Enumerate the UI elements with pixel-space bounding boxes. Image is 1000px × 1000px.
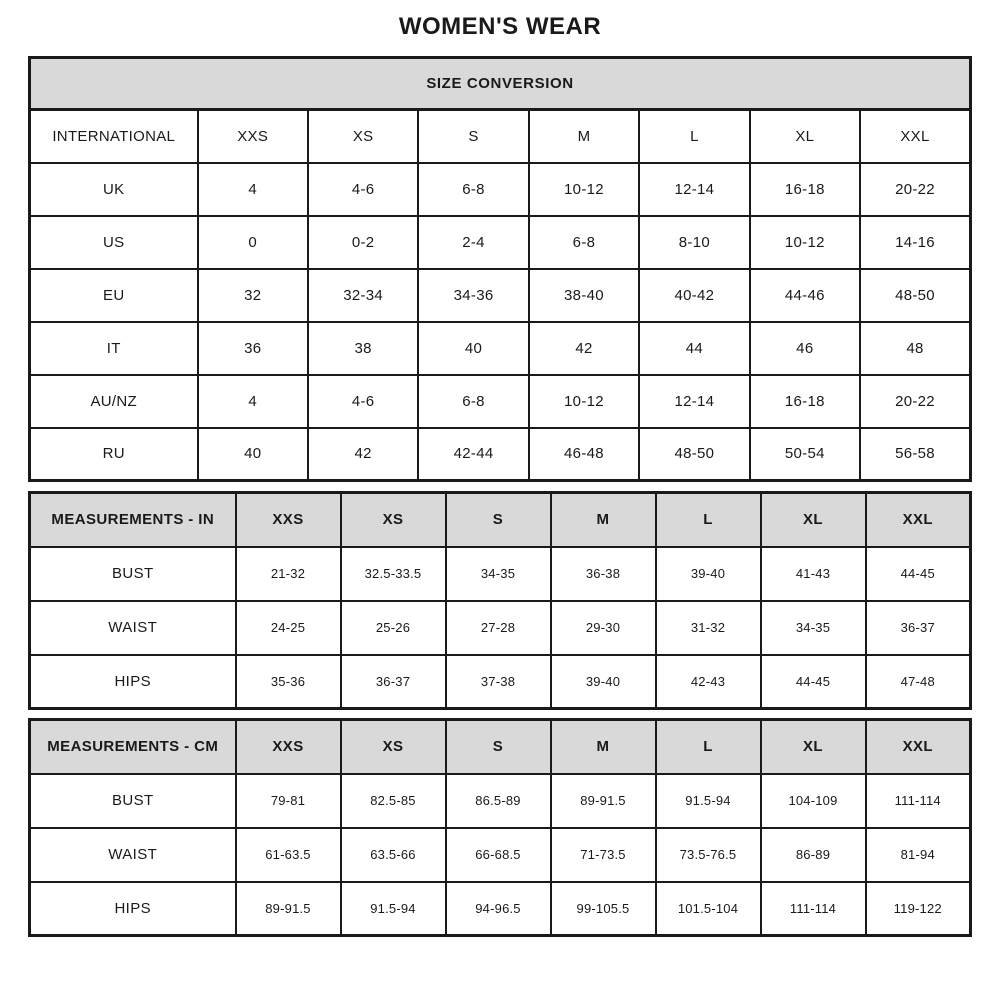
value-cell: 34-35 <box>761 601 866 655</box>
value-cell: 89-91.5 <box>236 882 341 936</box>
value-cell: 47-48 <box>866 655 971 709</box>
table-row-bust <box>30 774 971 828</box>
value-cell: 0 <box>198 216 308 269</box>
value-cell: 61-63.5 <box>236 828 341 882</box>
value-cell: 37-38 <box>446 655 551 709</box>
row-label-it: IT <box>30 322 198 375</box>
column-header-xxs: XXS <box>236 720 341 774</box>
value-cell: 101.5-104 <box>656 882 761 936</box>
value-cell: 34-35 <box>446 547 551 601</box>
value-cell: 79-81 <box>236 774 341 828</box>
value-cell: 94-96.5 <box>446 882 551 936</box>
value-cell: 0-2 <box>308 216 418 269</box>
value-cell: 32.5-33.5 <box>341 547 446 601</box>
value-cell: 38-40 <box>529 269 639 322</box>
value-cell: 4-6 <box>308 375 418 428</box>
value-cell: 34-36 <box>418 269 528 322</box>
value-cell: 27-28 <box>446 601 551 655</box>
value-cell: 86.5-89 <box>446 774 551 828</box>
value-cell: 104-109 <box>761 774 866 828</box>
value-cell: 10-12 <box>529 375 639 428</box>
column-header-xxl: XXL <box>866 720 971 774</box>
column-header-s: S <box>446 720 551 774</box>
row-label-ru: RU <box>30 428 198 481</box>
value-cell: 111-114 <box>866 774 971 828</box>
column-header-xs: XS <box>341 720 446 774</box>
value-cell: 4 <box>198 163 308 216</box>
value-cell: 10-12 <box>750 216 860 269</box>
value-cell: 32 <box>198 269 308 322</box>
column-header-xs: XS <box>341 493 446 547</box>
column-header-xl: XL <box>761 493 866 547</box>
value-cell: 63.5-66 <box>341 828 446 882</box>
value-cell: 91.5-94 <box>341 882 446 936</box>
column-header-xxs: XXS <box>236 493 341 547</box>
value-cell: 25-26 <box>341 601 446 655</box>
value-cell: 6-8 <box>529 216 639 269</box>
value-cell: 16-18 <box>750 163 860 216</box>
value-cell: 40-42 <box>639 269 749 322</box>
value-cell: 29-30 <box>551 601 656 655</box>
column-header-l: L <box>639 110 749 163</box>
value-cell: 4-6 <box>308 163 418 216</box>
value-cell: 89-91.5 <box>551 774 656 828</box>
value-cell: 8-10 <box>639 216 749 269</box>
value-cell: 6-8 <box>418 375 528 428</box>
column-header-m: M <box>551 720 656 774</box>
value-cell: 40 <box>418 322 528 375</box>
row-label-hips: HIPS <box>30 655 236 709</box>
value-cell: 20-22 <box>860 375 970 428</box>
value-cell: 40 <box>198 428 308 481</box>
column-header-s: S <box>446 493 551 547</box>
value-cell: 44 <box>639 322 749 375</box>
table-row-hips <box>30 655 971 709</box>
value-cell: 81-94 <box>866 828 971 882</box>
row-label-au-nz: AU/NZ <box>30 375 198 428</box>
table-row-it <box>30 322 971 375</box>
value-cell: 39-40 <box>656 547 761 601</box>
value-cell: 86-89 <box>761 828 866 882</box>
column-header-m: M <box>551 493 656 547</box>
value-cell: 44-45 <box>866 547 971 601</box>
value-cell: 46-48 <box>529 428 639 481</box>
column-header-xxl: XXL <box>860 110 970 163</box>
value-cell: 46 <box>750 322 860 375</box>
value-cell: 50-54 <box>750 428 860 481</box>
value-cell: 56-58 <box>860 428 970 481</box>
table-row-eu <box>30 269 971 322</box>
row-label-us: US <box>30 216 198 269</box>
row-label-waist: WAIST <box>30 828 236 882</box>
measurements-cm-table <box>28 718 972 937</box>
value-cell: 36-37 <box>866 601 971 655</box>
value-cell: 20-22 <box>860 163 970 216</box>
value-cell: 42 <box>529 322 639 375</box>
value-cell: 99-105.5 <box>551 882 656 936</box>
value-cell: 14-16 <box>860 216 970 269</box>
column-header-international: INTERNATIONAL <box>30 110 198 163</box>
value-cell: 12-14 <box>639 163 749 216</box>
column-header-s: S <box>418 110 528 163</box>
value-cell: 82.5-85 <box>341 774 446 828</box>
value-cell: 36 <box>198 322 308 375</box>
column-header-measurements-in: MEASUREMENTS - IN <box>30 493 236 547</box>
value-cell: 35-36 <box>236 655 341 709</box>
value-cell: 36-38 <box>551 547 656 601</box>
value-cell: 73.5-76.5 <box>656 828 761 882</box>
table-row-waist <box>30 601 971 655</box>
column-header-measurements-cm: MEASUREMENTS - CM <box>30 720 236 774</box>
value-cell: 42-44 <box>418 428 528 481</box>
column-header-xxl: XXL <box>866 493 971 547</box>
value-cell: 39-40 <box>551 655 656 709</box>
table-row-uk <box>30 163 971 216</box>
column-header-xl: XL <box>750 110 860 163</box>
row-label-bust: BUST <box>30 774 236 828</box>
value-cell: 66-68.5 <box>446 828 551 882</box>
value-cell: 111-114 <box>761 882 866 936</box>
value-cell: 48-50 <box>860 269 970 322</box>
size-conversion-band-title: SIZE CONVERSION <box>30 58 971 110</box>
value-cell: 32-34 <box>308 269 418 322</box>
size-conversion-table <box>28 56 972 482</box>
column-header-l: L <box>656 720 761 774</box>
column-header-xxs: XXS <box>198 110 308 163</box>
value-cell: 36-37 <box>341 655 446 709</box>
column-header-xs: XS <box>308 110 418 163</box>
value-cell: 4 <box>198 375 308 428</box>
value-cell: 16-18 <box>750 375 860 428</box>
value-cell: 21-32 <box>236 547 341 601</box>
page-title: WOMEN'S WEAR <box>398 13 602 40</box>
column-header-xl: XL <box>761 720 866 774</box>
column-header-m: M <box>529 110 639 163</box>
value-cell: 48-50 <box>639 428 749 481</box>
value-cell: 2-4 <box>418 216 528 269</box>
value-cell: 31-32 <box>656 601 761 655</box>
value-cell: 24-25 <box>236 601 341 655</box>
table-row-waist <box>30 828 971 882</box>
row-label-bust: BUST <box>30 547 236 601</box>
column-header-l: L <box>656 493 761 547</box>
table-row-ru <box>30 428 971 481</box>
row-label-uk: UK <box>30 163 198 216</box>
value-cell: 38 <box>308 322 418 375</box>
value-cell: 42 <box>308 428 418 481</box>
row-label-hips: HIPS <box>30 882 236 936</box>
value-cell: 44-45 <box>761 655 866 709</box>
value-cell: 42-43 <box>656 655 761 709</box>
value-cell: 119-122 <box>866 882 971 936</box>
value-cell: 10-12 <box>529 163 639 216</box>
table-row-au-nz <box>30 375 971 428</box>
measurements-in-table <box>28 491 972 710</box>
value-cell: 91.5-94 <box>656 774 761 828</box>
table-row-bust <box>30 547 971 601</box>
table-row-us <box>30 216 971 269</box>
value-cell: 44-46 <box>750 269 860 322</box>
value-cell: 41-43 <box>761 547 866 601</box>
table-row-hips <box>30 882 971 936</box>
value-cell: 6-8 <box>418 163 528 216</box>
value-cell: 12-14 <box>639 375 749 428</box>
value-cell: 48 <box>860 322 970 375</box>
value-cell: 71-73.5 <box>551 828 656 882</box>
row-label-waist: WAIST <box>30 601 236 655</box>
row-label-eu: EU <box>30 269 198 322</box>
